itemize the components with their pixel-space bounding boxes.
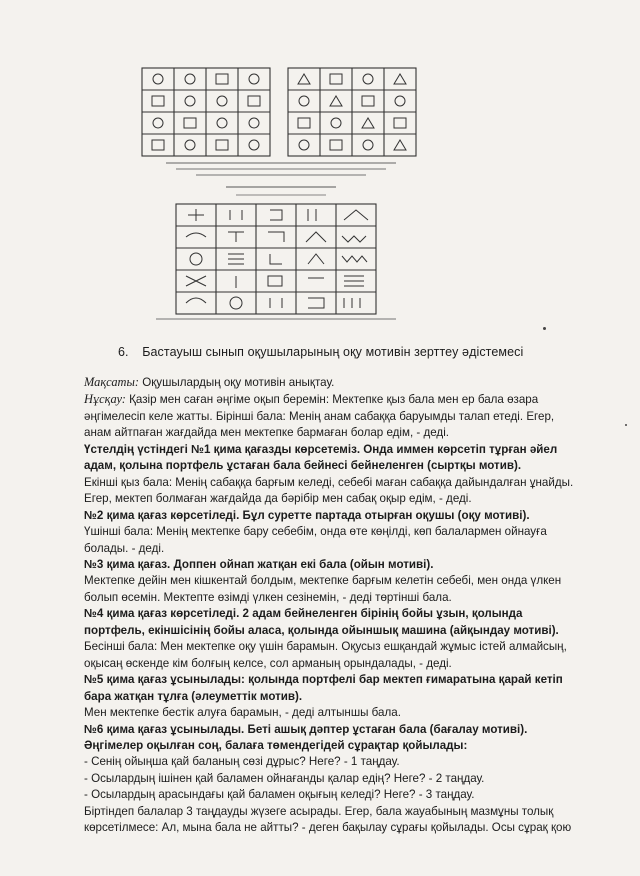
body-text: - Сенің ойыңша қай баланың сөзі дұрыс? Неге? - 1 таңдау.	[84, 755, 400, 769]
bold-text: бара жатқан тұлға (әлеуметтік мотив).	[84, 689, 303, 703]
pictogram-grid-figure	[136, 16, 426, 326]
paragraph-line	[84, 689, 624, 705]
body-text: болып өсемін. Мектепте өзімді үлкен сезінемін, - деді төртінші бала.	[84, 590, 452, 604]
paragraph-line	[84, 705, 624, 721]
scanned-figure-image	[136, 16, 426, 326]
label-italic: Нұсқау:	[84, 392, 126, 407]
paragraph-line	[84, 820, 624, 836]
scan-speck	[543, 327, 546, 330]
body-text: көрсетілмесе: Ал, мына бала не айтты? - деген бақылау сұрағы қойылады. Осы сұрақ қою	[84, 821, 572, 835]
paragraph-line	[84, 787, 624, 803]
body-text: Үшінші бала: Менің мектепке бару себебім, онда өте көңілді, көп балалармен ойнауға	[84, 525, 547, 539]
body-text: - Осылардың ішінен қай баламен ойнағанды қалар едің? Неге? - 2 таңдау.	[84, 771, 485, 785]
paragraph-line	[84, 623, 624, 639]
bold-text: №6 қима қағаз ұсынылады. Беті ашық дәптер ұстаған бала (бағалау мотиві).	[84, 722, 528, 736]
bold-text: №4 қима қағаз көрсетіледі. 2 адам бейнеленген бірінің бойы ұзын, қолында	[84, 607, 523, 621]
paragraph-line	[84, 524, 624, 540]
bold-text: №3 қима қағаз. Доппен ойнап жатқан екі бала (ойын мотиві).	[84, 557, 434, 571]
body-text: әңгімелесіп келе жатты. Бірінші бала: Менің анам сабаққа баруымды талап етеді. Егер,	[84, 409, 555, 423]
paragraph-line	[84, 722, 624, 738]
body-text: Егер, мектеп болмаған жағдайда да бәрібір мен сабақ оқыр едім, - деді.	[84, 492, 472, 506]
scan-speck	[625, 424, 627, 426]
section-title: Бастауыш сынып оқушыларының оқу мотивін зерттеу әдістемесі	[142, 345, 524, 359]
paragraph-line	[84, 475, 624, 491]
paragraph-line	[84, 491, 624, 507]
bold-text: Үстелдің үстіндегі №1 қима қағазды көрсетеміз. Онда иммен көрсетіп тұрған әйел	[84, 442, 558, 456]
paragraph-line	[84, 573, 624, 589]
body-text: болады. - деді.	[84, 541, 165, 555]
paragraph-line	[84, 541, 624, 557]
section-heading	[118, 345, 618, 359]
paragraph-line	[84, 425, 624, 441]
paragraph-line	[84, 442, 624, 458]
bold-text: адам, қолына портфель ұстаған бала бейнесі бейнеленген (сыртқы мотив).	[84, 459, 522, 473]
body-text: оқысаң өскенде кім болғың келсе, сол арманың орындалады, - деді.	[84, 656, 452, 670]
paragraph-line	[84, 656, 624, 672]
paragraph-line	[84, 374, 624, 391]
body-text: Біртіндеп балалар 3 таңдауды жүзеге асырады. Егер, бала жауабының мазмұны толық	[84, 804, 554, 818]
paragraph-line	[84, 557, 624, 573]
body-text: Екінші қыз бала: Менің сабаққа барғым келеді, себебі маған сабаққа дайындалған ұнайды.	[84, 475, 574, 489]
bold-text: №5 қима қағаз ұсынылады: қолында портфелі бар мектеп ғимаратына қарай кетіп	[84, 673, 563, 687]
paragraph-line	[84, 754, 624, 770]
body-text: - Осылардың арасындағы қай баламен оқығың келеді? Неге? - 3 таңдау.	[84, 788, 475, 802]
paragraph-line	[84, 391, 624, 408]
bold-text: Әңгімелер оқылған соң, балаға төмендегідей сұрақтар қойылады:	[84, 738, 468, 752]
body-text: анам айтпаған жағдайда мен мектепке бармаған болар едім, - деді.	[84, 426, 449, 440]
paragraph-line	[84, 672, 624, 688]
paragraph-line	[84, 639, 624, 655]
paragraph-line	[84, 409, 624, 425]
body-text: Оқушылардың оқу мотивін анықтау.	[138, 376, 335, 389]
paragraph-line	[84, 590, 624, 606]
bold-text: портфель, екіншісінің бойы аласа, қолында ойыншық машина (айқындау мотиві).	[84, 623, 559, 637]
paragraph-line	[84, 804, 624, 820]
body-text: Мен мектепке бестік алуға барамын, - деді алтыншы бала.	[84, 706, 401, 720]
body-text: Бесінші бала: Мен мектепке оқу үшін барамын. Оқусыз ешқандай жұмыс істей алмайсың,	[84, 640, 567, 654]
paragraph-line	[84, 606, 624, 622]
label-italic: Мақсаты:	[84, 375, 139, 389]
paragraph-line	[84, 508, 624, 524]
section-number: 6.	[118, 345, 129, 359]
paragraph-line	[84, 738, 624, 754]
body-text: Қазір мен саған әңгіме оқып беремін: Мектепке қыз бала мен ер бала өзара	[125, 393, 539, 407]
document-body	[84, 374, 624, 837]
body-text: Мектепке дейін мен кішкентай болдым, мектепке барғым келетін себебі, мен онда үлкен	[84, 574, 562, 588]
paragraph-line	[84, 458, 624, 474]
bold-text: №2 қима қағаз көрсетіледі. Бұл суретте партада отырған оқушы (оқу мотиві).	[84, 508, 530, 522]
paragraph-line	[84, 771, 624, 787]
